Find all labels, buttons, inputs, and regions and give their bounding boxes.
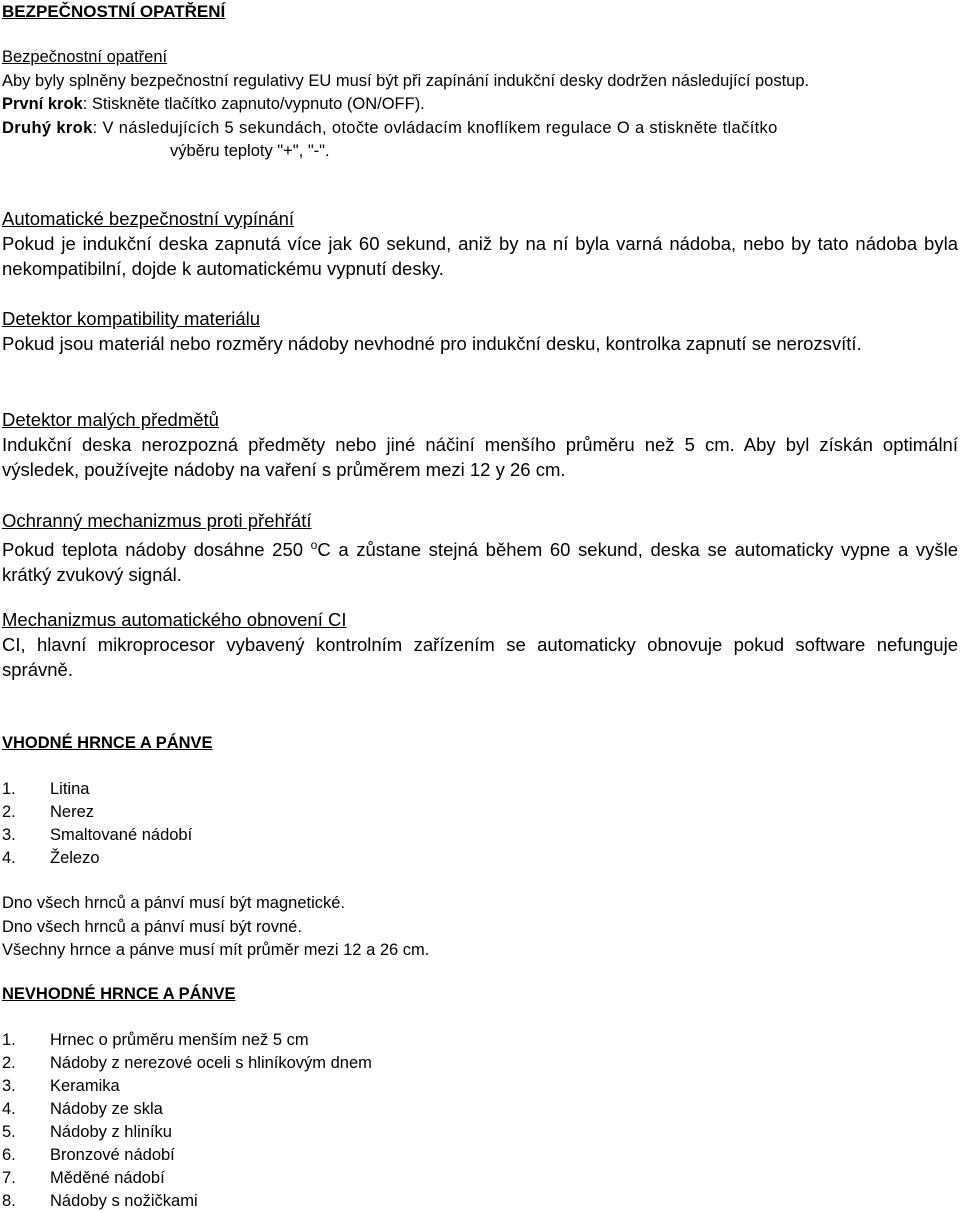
note-line: Všechny hrnce a pánve musí mít průměr mezi 12 a 26 cm. <box>2 941 430 959</box>
list-item <box>2 847 192 870</box>
section-ci-recovery <box>2 607 958 682</box>
list-item-text: Nádoby z nerezové oceli s hliníkovým dnem <box>50 1054 372 1072</box>
section-body <box>2 533 958 587</box>
step-2-label: Druhý krok <box>2 118 93 137</box>
step-2-text: : V následujících 5 sekundách, otočte ovládacím knoflíkem regulace O a stiskněte tlačítko <box>92 118 778 137</box>
list-item <box>2 1167 372 1190</box>
list-item <box>2 801 192 824</box>
step-1-label: První krok <box>2 95 83 113</box>
list-item-number: 4. <box>2 849 16 867</box>
list-item-text: Litina <box>50 780 90 798</box>
list-item-number: 4. <box>2 1100 16 1118</box>
list-item-text: Nerez <box>50 803 95 821</box>
unsuitable-pans-list <box>2 1029 372 1213</box>
step-1 <box>2 93 952 117</box>
section-overheat-protection <box>2 508 958 587</box>
list-item-text: Nádoby s nožičkami <box>50 1192 198 1210</box>
section-material-detector <box>2 306 958 356</box>
note-line: Dno všech hrnců a pánví musí být magnetické. <box>2 894 346 912</box>
section-body: CI, hlavní mikroprocesor vybavený kontrolním zařízením se automaticky obnovuje pokud software nefunguje správně. <box>2 634 958 680</box>
list-item <box>2 1029 372 1052</box>
step-2 <box>2 117 952 141</box>
list-item-text: Smaltované nádobí <box>50 826 193 844</box>
list-item-number: 1. <box>2 780 16 798</box>
list-item-text: Hrnec o průměru menším než 5 cm <box>50 1031 309 1049</box>
section-body: Pokud jsou materiál nebo rozměry nádoby nevhodné pro indukční desku, kontrolka zapnutí se nerozsvítí. <box>2 333 862 354</box>
list-item-number: 1. <box>2 1031 16 1049</box>
list-item <box>2 1190 372 1213</box>
suitable-pans-notes <box>2 892 429 963</box>
degree-superscript: o <box>310 538 318 552</box>
list-item-text: Nádoby z hliníku <box>50 1123 172 1141</box>
section-body: Pokud je indukční deska zapnutá více jak 60 sekund, aniž by na ní byla varná nádoba, nebo by tato nádoba byla nekompatibilní, dojde k automatickému vypnutí desky. <box>2 233 958 279</box>
list-item-number: 7. <box>2 1169 16 1187</box>
section-body: Indukční deska nerozpozná předměty nebo jiné náčiní menšího průměru než 5 cm. Aby byl získán optimální výsledek, používejte nádoby na vaření s průměrem mezi 12 y 26 cm. <box>2 434 958 480</box>
section-body-part: Pokud teplota nádoby dosáhne 250 <box>2 539 311 561</box>
safety-heading: Bezpečnostní opatření <box>2 48 168 66</box>
section-auto-shutoff <box>2 206 958 281</box>
list-item-text: Nádoby ze skla <box>50 1100 163 1118</box>
unsuitable-pans-heading: NEVHODNÉ HRNCE A PÁNVE <box>2 985 236 1003</box>
step-2-continuation: výběru teploty "+", "-". <box>170 142 330 160</box>
list-item <box>2 1075 372 1098</box>
list-item <box>2 1098 372 1121</box>
list-item <box>2 778 192 801</box>
section-body-part: C a zůstane stejná během 60 sekund, deska se automaticky vypne a vyšle krátký zvukový signál. <box>2 539 959 586</box>
list-item-text: Bronzové nádobí <box>50 1146 175 1164</box>
page-title: BEZPEČNOSTNÍ OPATŘENÍ <box>2 2 226 21</box>
section-heading: Mechanizmus automatického obnovení CI <box>2 609 347 630</box>
section-small-object-detector <box>2 407 958 482</box>
list-item-number: 3. <box>2 826 16 844</box>
list-item-number: 8. <box>2 1192 16 1210</box>
section-heading: Ochranný mechanizmus proti přehřátí <box>2 510 312 531</box>
list-item-number: 3. <box>2 1077 16 1095</box>
list-item <box>2 1144 372 1167</box>
section-heading: Detektor kompatibility materiálu <box>2 308 261 329</box>
section-heading: Detektor malých předmětů <box>2 409 219 430</box>
list-item-text: Keramika <box>50 1077 120 1095</box>
step-1-text: : Stiskněte tlačítko zapnuto/vypnuto (ON/OFF). <box>82 95 425 113</box>
list-item-number: 6. <box>2 1146 16 1164</box>
list-item-text: Železo <box>50 849 100 867</box>
list-item-number: 5. <box>2 1123 16 1141</box>
suitable-pans-list <box>2 778 192 870</box>
list-item <box>2 824 192 847</box>
list-item-number: 2. <box>2 803 16 821</box>
suitable-pans-heading: VHODNÉ HRNCE A PÁNVE <box>2 734 213 752</box>
section-heading: Automatické bezpečnostní vypínání <box>2 208 295 229</box>
list-item <box>2 1121 372 1144</box>
list-item-number: 2. <box>2 1054 16 1072</box>
note-line: Dno všech hrnců a pánví musí být rovné. <box>2 917 302 936</box>
safety-intro-section <box>2 46 952 164</box>
list-item <box>2 1052 372 1075</box>
safety-intro-text: Aby byly splněny bezpečnostní regulativy EU musí být při zapínání indukční desky dodržen následující postup. <box>2 71 810 90</box>
list-item-text: Měděné nádobí <box>50 1169 165 1187</box>
